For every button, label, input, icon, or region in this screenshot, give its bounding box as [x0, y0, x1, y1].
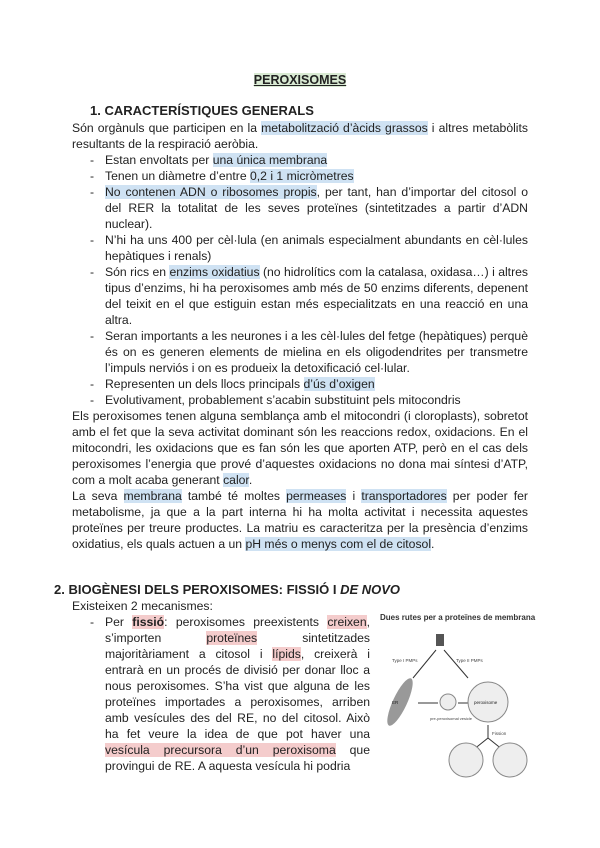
- text-segment: Són rics en: [105, 265, 170, 279]
- list-item: [72, 184, 528, 232]
- bullet-dash: -: [90, 615, 95, 629]
- highlighted-text: creixen: [327, 615, 367, 629]
- vesicle-label: pre-peroxisomal vesicle: [430, 716, 473, 721]
- heading-italic: DE NOVO: [340, 582, 401, 597]
- bullet-dash: -: [90, 169, 95, 183]
- section-1-intro: [72, 120, 528, 152]
- arrow: [444, 650, 468, 678]
- section-1-list: [72, 152, 528, 408]
- text-segment: sintetitzades majoritàriament a citosol i: [105, 631, 370, 661]
- text-segment: Estan envoltats per: [105, 153, 213, 167]
- text-segment: Evolutivament, probablement s’acabin substituint pels mitocondris: [105, 393, 461, 407]
- arrow: [473, 725, 503, 750]
- page-title: [0, 72, 600, 88]
- text-segment: , s’importen: [105, 615, 370, 645]
- section-2-list: [72, 614, 370, 774]
- text-segment: Són orgànuls que participen en la: [72, 121, 262, 135]
- label-type-ii: Type II PMPs: [456, 658, 483, 663]
- highlighted-text: d’ús d’oxigen: [303, 377, 375, 391]
- highlighted-text: transportadores: [361, 489, 447, 503]
- list-item: [72, 376, 528, 392]
- list-item: [72, 168, 528, 184]
- heading-text: 2. BIOGÈNESI DELS PEROXISOMES: FISSIÓ I: [54, 582, 341, 597]
- title-text: PEROXISOMES: [253, 73, 347, 87]
- highlighted-text: fissió: [132, 615, 165, 629]
- highlighted-text: una única membrana: [212, 153, 328, 167]
- bullet-dash: -: [90, 153, 95, 167]
- text-segment: .: [431, 537, 435, 551]
- text-segment: Representen un dels llocs principals: [105, 377, 304, 391]
- er-label: ER: [392, 700, 399, 705]
- text-segment: i altres metabòlits resultants de la respiració aeròbia.: [72, 121, 528, 151]
- highlighted-text: 0,2 i 1 micròmetres: [250, 169, 354, 183]
- figure-title: Dues rutes per a proteïnes de membrana: [380, 613, 536, 622]
- highlighted-text: enzims oxidatius: [169, 265, 260, 279]
- list-item: [72, 152, 528, 168]
- daughter-peroxisome: [449, 743, 483, 777]
- list-item: [72, 264, 528, 328]
- section-2-heading: [54, 582, 400, 598]
- label-type-i: Type I PMPs: [392, 658, 418, 663]
- highlighted-text: lípids: [272, 647, 301, 661]
- text-segment: que provingui de RE. A aquesta vesícula hi podria: [105, 743, 370, 773]
- text-segment: Per: [105, 615, 133, 629]
- highlighted-text: metabolització d’àcids grassos: [261, 121, 428, 135]
- highlighted-text: membrana: [123, 489, 182, 503]
- text-segment: La seva: [72, 489, 124, 503]
- text-segment: , per tant, han d’importar del citosol o del RER la totalitat de les seves proteïnes (sintetitzades a partir d’ADN nuclear).: [105, 185, 528, 231]
- text-segment: per poder fer metabolisme, ja que a la part interna hi ha molta activitat i necessita aquestes proteïnes per treure productes. La matriu es caracteritza per la presència d’enzims oxidatius, els quals actuen a un: [72, 489, 528, 551]
- bullet-dash: -: [90, 265, 95, 279]
- text-segment: : peroxisomes preexistents: [164, 615, 328, 629]
- bullet-dash: -: [90, 393, 95, 407]
- section-2-intro: Existeixen 2 mecanismes:: [72, 599, 213, 613]
- highlighted-text: No contenen ADN o ribosomes propis: [105, 185, 317, 199]
- vesicle-shape: [440, 694, 456, 710]
- highlighted-text: permeases: [286, 489, 347, 503]
- text-segment: Tenen un diàmetre d’entre: [105, 169, 250, 183]
- list-item: [72, 328, 528, 376]
- peroxisome-label: peroxisome: [474, 700, 498, 705]
- text-segment: i: [346, 489, 362, 503]
- section-1-heading: 1. CARACTERÍSTIQUES GENERALS: [90, 103, 314, 118]
- list-item: [72, 392, 528, 408]
- text-segment: .: [248, 473, 253, 487]
- bullet-dash: -: [90, 329, 95, 343]
- text-segment: Els peroxisomes tenen alguna semblança amb el mitocondri (i cloroplasts), sobretot amb el fet que la seva activitat dominant són les reaccions redox, oxidacions. En el mitocondri, les oxidacions que es fan són les que aporten ATP, però en el cas dels peroxisomes l’energia que prové d’aquestes oxidacions no dona mai síntesi d’ATP, com a molt acaba generant: [72, 409, 528, 487]
- fission-label: Fission: [492, 731, 507, 736]
- highlighted-text: vesícula precursora d’un peroxisoma: [105, 743, 336, 757]
- text-segment: també té moltes: [181, 489, 287, 503]
- bullet-dash: -: [90, 185, 95, 199]
- membrane-protein-routes-figure: [378, 610, 548, 780]
- ribosome-icon: [436, 634, 444, 646]
- er-shape: [383, 675, 418, 728]
- text-segment: , creixerà i entrarà en un procés de divisió per donar lloc a nous peroxisomes. S’ha vist que alguna de les proteïnes importades a peroxisomes, arriben amb vesícules des del RE, no del citosol. Això ha fet veure la idea de que pot haver una: [105, 647, 370, 741]
- arrow: [413, 650, 436, 678]
- bullet-dash: -: [90, 377, 95, 391]
- highlighted-text: calor: [223, 473, 249, 487]
- text-segment: N’hi ha uns 400 per cèl·lula (en animals especialment abundants en cèl·lules hepàtiques i renals): [105, 233, 528, 263]
- text-segment: Seran importants a les neurones i a les cèl·lules del fetge (hepàtiques) perquè és on es generen elements de mielina en els oligodendrites per transmetre l’impuls nerviós i on es produeix la detoxificació cel·lular.: [105, 329, 528, 375]
- daughter-peroxisome: [493, 743, 527, 777]
- highlighted-text: pH més o menys com el de citosol: [245, 537, 432, 551]
- list-item: [72, 232, 528, 264]
- section-1-paragraph-3: [72, 488, 528, 552]
- bullet-dash: -: [90, 233, 95, 247]
- list-item: [72, 614, 370, 774]
- highlighted-text: proteïnes: [206, 631, 258, 645]
- text-segment: (no hidrolítics com la catalasa, oxidasa…) i altres tipus d’enzims, hi ha peroxisomes amb més de 50 enzims diferents, depenent del teixit en el que estiguin estan més especialitzats en una reacció en una altra.: [105, 265, 529, 327]
- section-1-paragraph-2: [72, 408, 528, 488]
